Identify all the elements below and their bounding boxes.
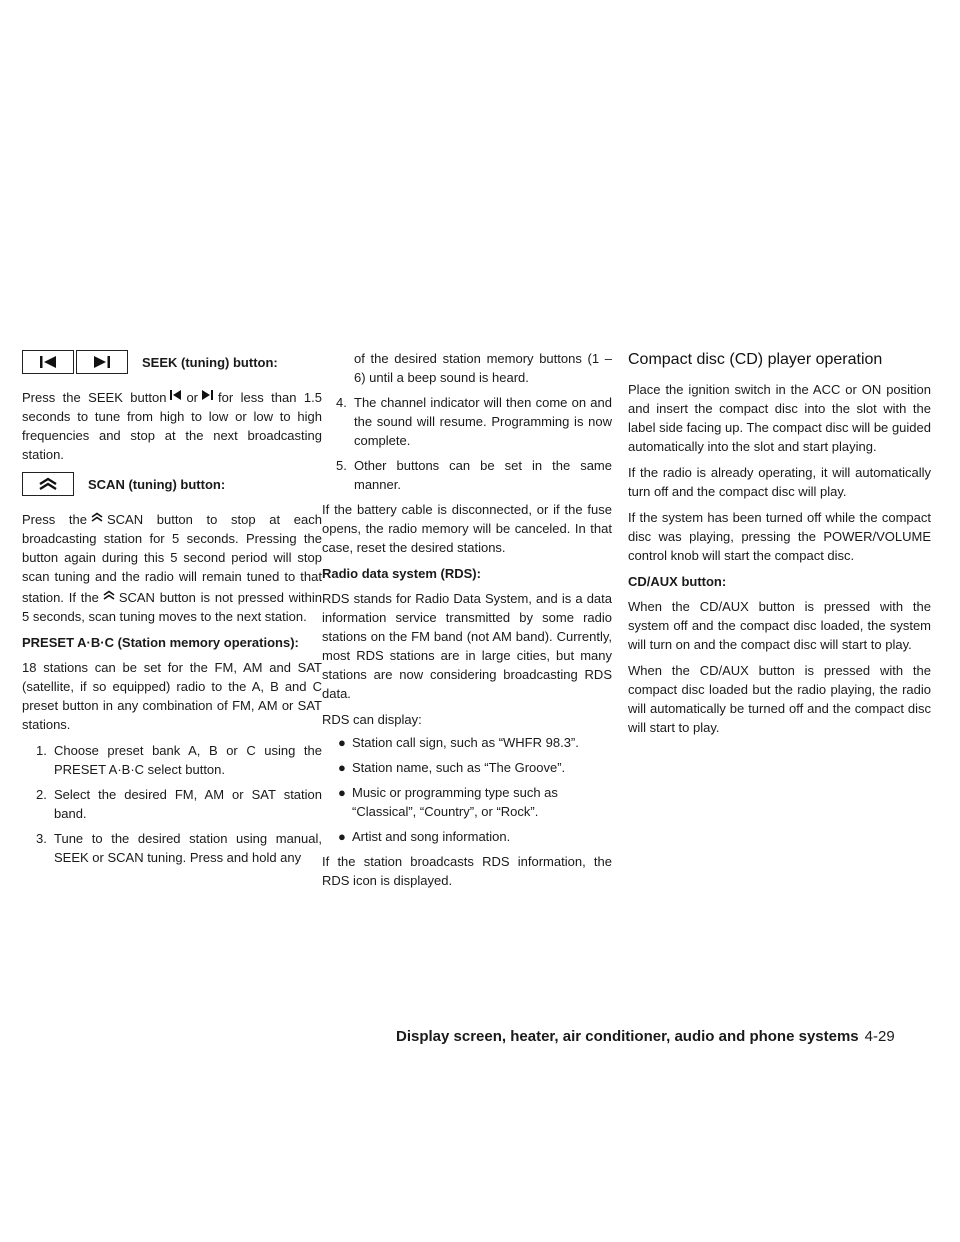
rds-display-label: RDS can display:: [322, 712, 422, 727]
page-footer: [396, 1027, 936, 1046]
seek-back-icon: [22, 350, 74, 374]
list-item: ● Station name, such as “The Groove”.: [338, 760, 566, 775]
seek-heading-row: [22, 349, 322, 375]
preset-paragraph: 18 stations can be set for the FM, AM and SAT (satellite, if so equipped) radio to the A, B and C preset button in any combination of FM, AM or SAT stations.: [22, 660, 322, 732]
list-item: 2. Select the desired FM, AM or SAT station band.: [36, 787, 322, 821]
seek-back-icon: [170, 386, 182, 405]
rds-bullets: [322, 733, 612, 846]
aux-paragraph-1: When the CD/AUX button is pressed with the system off and the compact disc loaded, the system will turn on and the compact disc will start to play.: [628, 599, 931, 652]
scan-chevron-icon: [22, 472, 74, 496]
seek-text-b: for less than 1.5 seconds to tune from high to low or low to high frequencies and stop at the next broadcasting station.: [22, 390, 322, 462]
cd-section-title: Compact disc (CD) player operation: [628, 351, 883, 368]
column-left: [22, 349, 322, 873]
preset-steps-continued: [322, 393, 612, 494]
column-middle: [322, 349, 612, 897]
scan-paragraph: [22, 508, 322, 626]
list-item: 5. Other buttons can be set in the same manner.: [336, 458, 612, 492]
preset-heading: PRESET A·B·C (Station memory operations):: [22, 635, 299, 650]
scan-heading: SCAN (tuning) button:: [88, 476, 226, 492]
seek-paragraph: [22, 386, 322, 464]
cd-paragraph-2: If the radio is already operating, it will automatically turn off and the compact disc will play.: [628, 465, 931, 499]
cd-paragraph-3: If the system has been turned off while the compact disc was playing, pressing the POWER/VOLUME control knob will start the compact disc.: [628, 510, 931, 563]
seek-text-or: or: [186, 390, 199, 405]
seek-forward-icon: [76, 350, 128, 374]
scan-text-a: Press the: [22, 512, 87, 527]
list-item: ● Music or programming type such as “Classical”, “Country”, or “Rock”.: [338, 785, 558, 819]
footer-section-title: Display screen, heater, air conditioner, audio and phone systems: [396, 1028, 859, 1045]
column-right: [628, 349, 931, 744]
list-item: ● Artist and song information.: [338, 829, 511, 844]
scan-chevron-icon: [103, 586, 115, 605]
rds-icon-paragraph: If the station broadcasts RDS information, the RDS icon is displayed.: [322, 854, 612, 888]
aux-paragraph-2: When the CD/AUX button is pressed with the compact disc loaded but the radio playing, the radio will automatically be turned off and the compact disc will start to play.: [628, 663, 931, 735]
preset-steps: [22, 741, 322, 867]
scan-text-b: SCAN button to stop at each broadcasting station for 5 seconds. Pressing the button again during this 5 second period will stop scan tuning and the radio will remain tuned to that station. If the: [22, 512, 322, 605]
aux-heading: CD/AUX button:: [628, 574, 727, 589]
list-item: ● Station call sign, such as “WHFR 98.3”.: [338, 735, 579, 750]
list-item: 1. Choose preset bank A, B or C using the PRESET A·B·C select button.: [36, 743, 322, 777]
battery-paragraph: If the battery cable is disconnected, or if the fuse opens, the radio memory will be canceled. In that case, reset the desired stations.: [322, 502, 612, 555]
seek-heading: SEEK (tuning) button:: [142, 354, 278, 370]
scan-chevron-icon: [91, 508, 103, 527]
rds-paragraph: RDS stands for Radio Data System, and is a data information service transmitted by some radio stations on the FM band (not AM band). Currently, most RDS stations are in large cities, but many stations are now considering broadcasting RDS data.: [322, 591, 612, 701]
scan-text-c: SCAN button is not pressed within 5 seconds, scan tuning moves to the next station.: [22, 590, 322, 624]
scan-heading-row: [22, 471, 322, 497]
page-number: 4-29: [864, 1028, 895, 1045]
step3-continued: of the desired station memory buttons (1 – 6) until a beep sound is heard.: [354, 351, 612, 385]
seek-text-a: Press the SEEK button: [22, 390, 167, 405]
seek-forward-icon: [202, 386, 214, 405]
cd-paragraph-1: Place the ignition switch in the ACC or ON position and insert the compact disc into the slot with the label side facing up. The compact disc will be guided automatically into the slot and start playing.: [628, 382, 931, 454]
list-item: 4. The channel indicator will then come on and the sound will resume. Programming is now complete.: [336, 395, 612, 448]
list-item: 3. Tune to the desired station using manual, SEEK or SCAN tuning. Press and hold any: [36, 831, 322, 865]
rds-heading: Radio data system (RDS):: [322, 566, 481, 581]
